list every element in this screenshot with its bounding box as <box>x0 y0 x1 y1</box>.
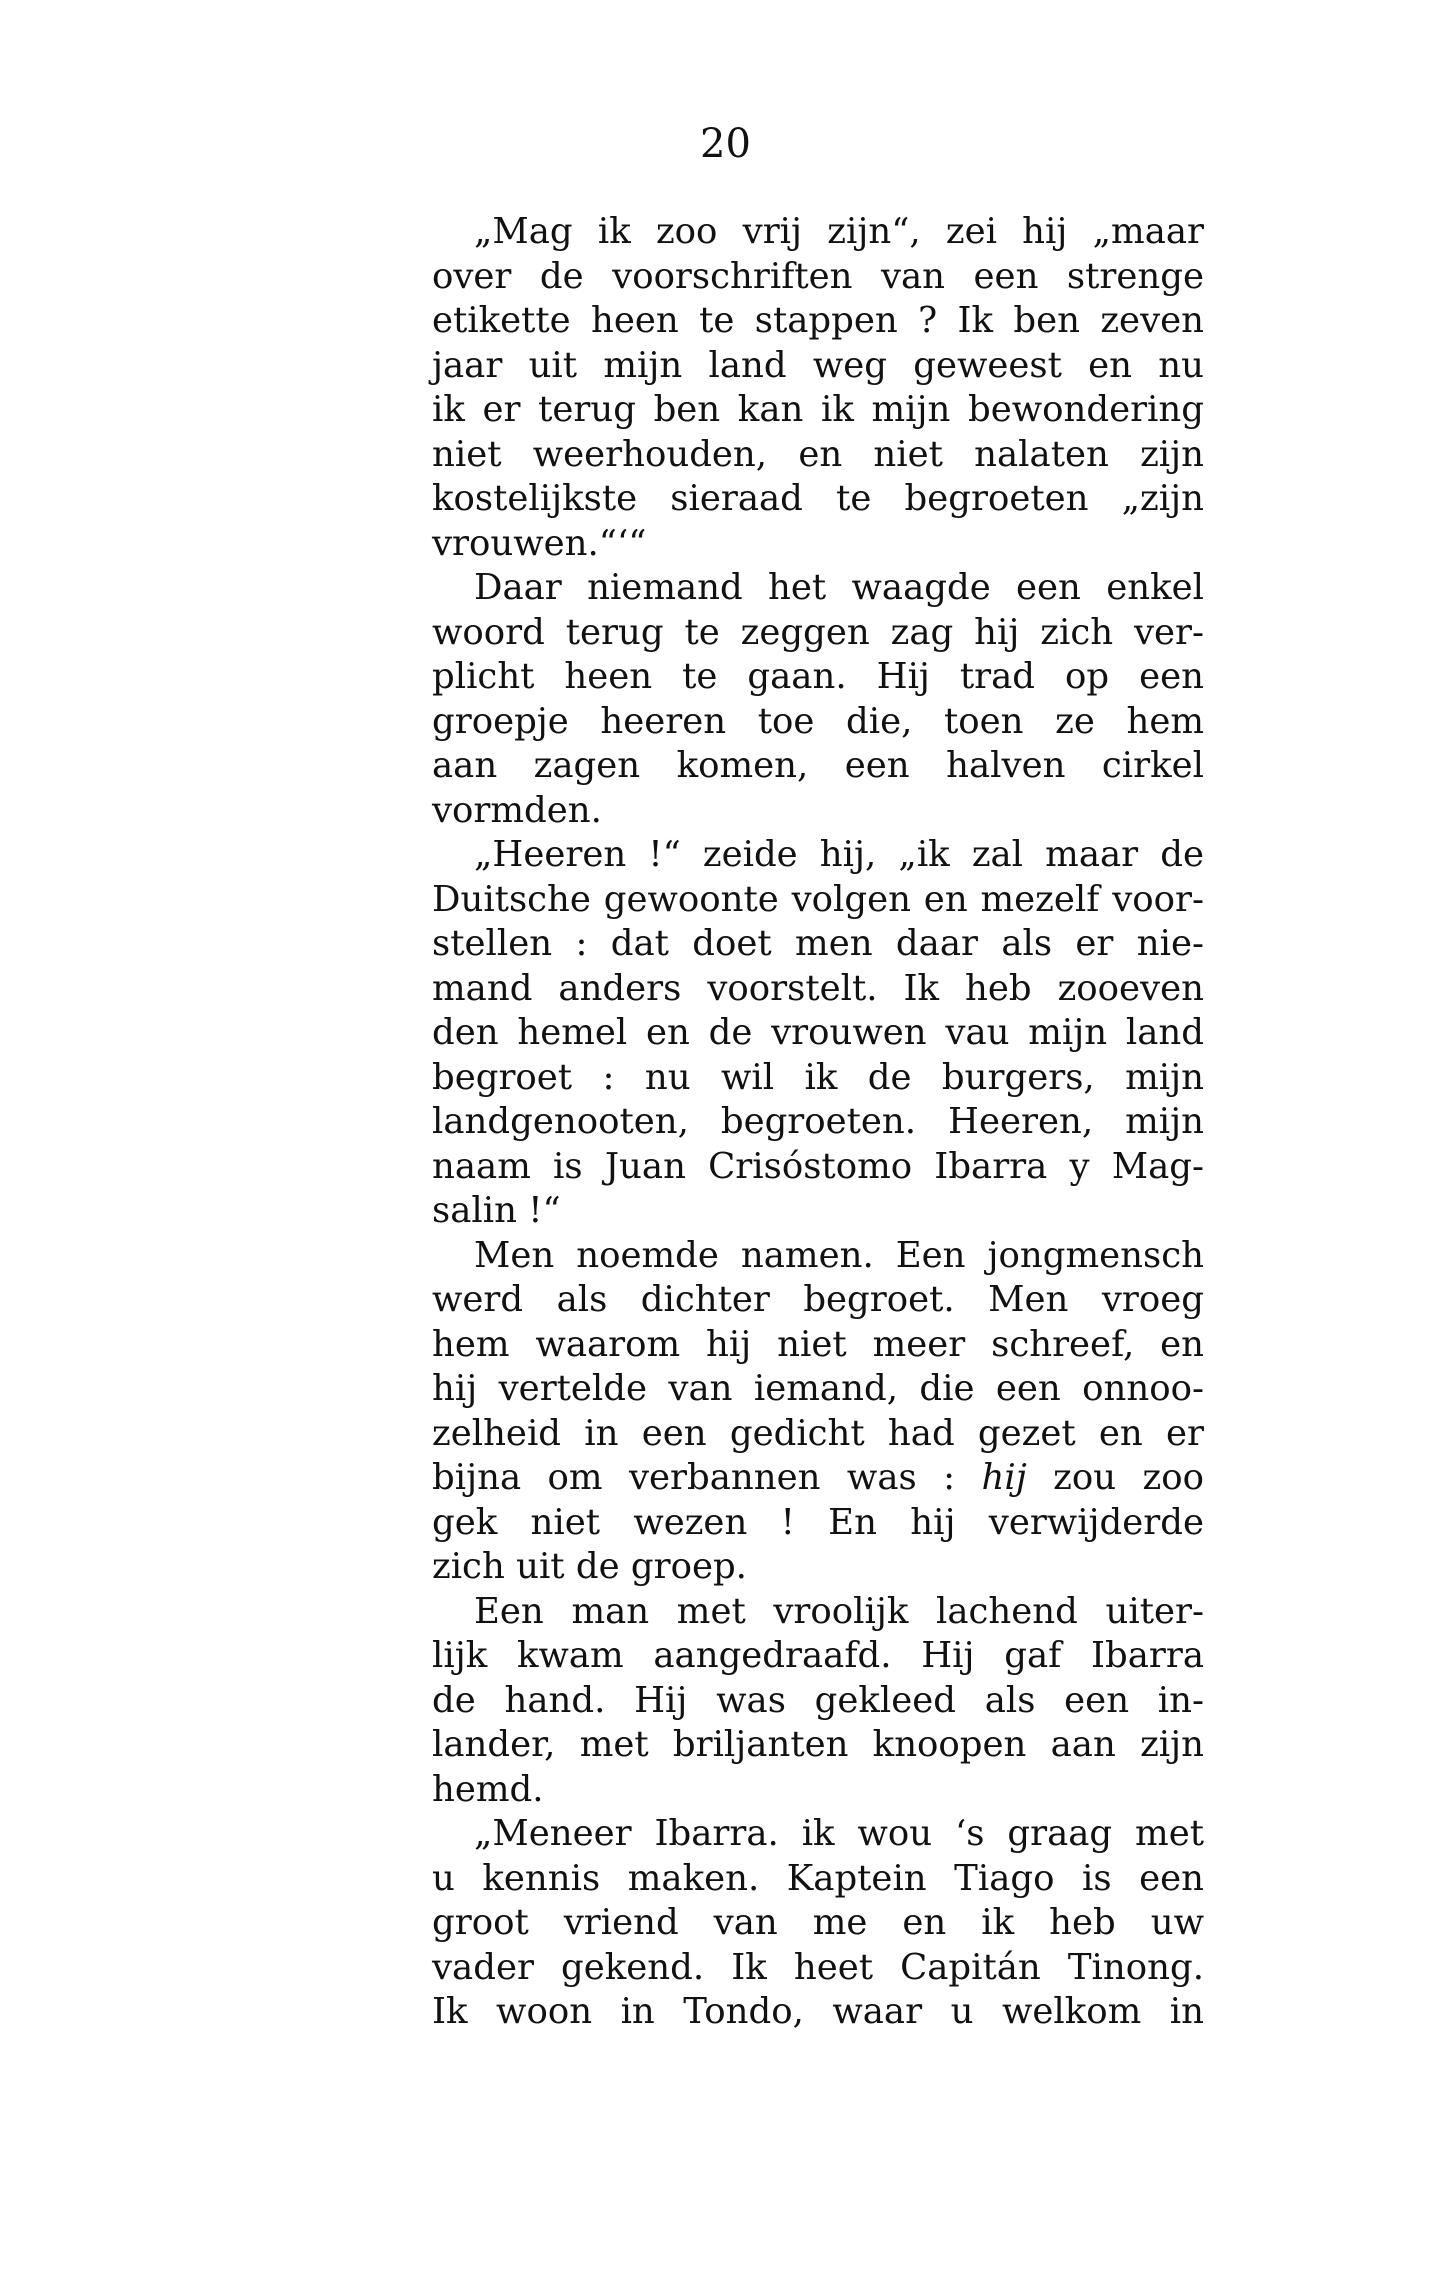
text-line-content: stellen : dat doet men daar als er nie- <box>432 923 1204 964</box>
text-line <box>432 655 1204 700</box>
text-line <box>432 1545 1204 1590</box>
text-line-content: Duitsche gewoonte volgen en mezelf voor- <box>432 878 1204 920</box>
text-line-content: gek niet wezen ! En hij verwijderde <box>432 1501 1204 1543</box>
text-line <box>432 833 1204 878</box>
text-line <box>432 255 1204 300</box>
text-line-content: hij vertelde van iemand, die een onnoo- <box>432 1368 1204 1409</box>
text-line <box>432 299 1204 344</box>
text-line <box>432 967 1204 1012</box>
text-line-content: naam is Juan Crisóstomo Ibarra y Mag- <box>432 1145 1204 1187</box>
text-line-content: u kennis maken. Kaptein Tiago is een <box>432 1857 1204 1899</box>
text-line-content: aan zagen komen, een halven cirkel <box>432 745 1204 786</box>
text-line <box>432 1412 1204 1457</box>
text-line-content: de hand. Hij was gekleed als een in- <box>432 1679 1204 1721</box>
text-line <box>432 1857 1204 1902</box>
text-line <box>432 566 1204 611</box>
text-line-content: groepje heeren toe die, toen ze hem <box>432 700 1204 742</box>
text-line <box>432 388 1204 433</box>
text-line <box>432 744 1204 789</box>
text-line <box>432 1768 1204 1813</box>
text-line <box>432 344 1204 389</box>
text-line-content: Daar niemand het waagde een enkel <box>474 567 1204 608</box>
text-line-content: zelheid in een gedicht had gezet en er <box>432 1412 1204 1454</box>
text-line <box>432 1323 1204 1368</box>
text-line <box>432 1100 1204 1145</box>
text-line-content: over de voorschriften van een strenge <box>432 255 1204 297</box>
text-line-content: lander, met briljanten knoopen aan zijn <box>432 1724 1204 1765</box>
page-number: 20 <box>700 121 751 167</box>
text-line-content: etikette heen te stappen ? Ik ben zeven <box>432 300 1204 341</box>
text-line-content: niet weerhouden, en niet nalaten zijn <box>432 433 1204 475</box>
text-line <box>432 1367 1204 1412</box>
text-line <box>432 1456 1204 1501</box>
text-line <box>432 1056 1204 1101</box>
text-line <box>432 1679 1204 1724</box>
text-line <box>432 433 1204 478</box>
text-line-content: ik er terug ben kan ik mijn bewondering <box>432 389 1204 430</box>
text-line-content: werd als dichter begroet. Men vroeg <box>432 1279 1204 1320</box>
body-text <box>432 210 1204 2035</box>
text-line <box>432 1011 1204 1056</box>
text-line-content: Men noemde namen. Een jongmensch <box>474 1234 1204 1276</box>
text-line-content: bijna om verbannen was : <box>432 1457 956 1498</box>
text-line-content: vormden. <box>432 789 602 831</box>
text-line-content: lijk kwam aangedraafd. Hij gaf Ibarra <box>432 1635 1204 1676</box>
text-line-content: Ik woon in Tondo, waar u welkom in <box>432 1991 1204 2032</box>
text-line <box>432 611 1204 656</box>
text-line-content: mand anders voorstelt. Ik heb zooeven <box>432 967 1204 1009</box>
text-line <box>432 210 1204 255</box>
text-line-content: vader gekend. Ik heet Capitán Tinong. <box>432 1946 1204 1988</box>
text-line <box>432 1189 1204 1234</box>
text-line-content: kostelijkste sieraad te begroeten „zijn <box>432 478 1204 519</box>
emphasized-word: hij <box>981 1457 1027 1498</box>
text-line-content: salin !“ <box>432 1190 561 1231</box>
text-line <box>432 1501 1204 1546</box>
text-line <box>432 1901 1204 1946</box>
text-line <box>432 1634 1204 1679</box>
text-line <box>432 1990 1204 2035</box>
text-line <box>432 789 1204 834</box>
text-line-content: hemd. <box>432 1768 544 1810</box>
text-line <box>432 1723 1204 1768</box>
text-line <box>432 1590 1204 1635</box>
text-line-content: „Mag ik zoo vrij zijn“, zei hij „maar <box>474 211 1204 252</box>
text-line <box>432 922 1204 967</box>
text-line <box>432 1145 1204 1190</box>
text-line-content: hem waarom hij niet meer schreef, en <box>432 1323 1204 1365</box>
text-line <box>432 700 1204 745</box>
text-line <box>432 1278 1204 1323</box>
text-line-continuation: zou zoo <box>1053 1457 1204 1498</box>
text-line <box>432 1812 1204 1857</box>
text-line <box>432 477 1204 522</box>
text-line-content: groot vriend van me en ik heb uw <box>432 1902 1204 1943</box>
text-line <box>432 1234 1204 1279</box>
text-line-content: Een man met vroolijk lachend uiter- <box>474 1590 1204 1632</box>
text-line-content: den hemel en de vrouwen vau mijn land <box>432 1012 1204 1053</box>
text-line <box>432 1946 1204 1991</box>
text-line-content: zich uit de groep. <box>432 1546 747 1587</box>
text-line-content: jaar uit mijn land weg geweest en nu <box>432 344 1204 386</box>
text-line-content: begroet : nu wil ik de burgers, mijn <box>432 1056 1204 1098</box>
text-line-content: plicht heen te gaan. Hij trad op een <box>432 656 1204 697</box>
text-line-content: woord terug te zeggen zag hij zich ver- <box>432 611 1204 653</box>
text-line-content: „Heeren !“ zeide hij, „ik zal maar de <box>474 834 1204 875</box>
text-line-content: vrouwen.“‘“ <box>432 522 647 564</box>
text-line <box>432 522 1204 567</box>
text-line-content: „Meneer Ibarra. ik wou ‘s graag met <box>474 1813 1204 1854</box>
text-line <box>432 878 1204 923</box>
text-line-content: landgenooten, begroeten. Heeren, mijn <box>432 1101 1204 1142</box>
